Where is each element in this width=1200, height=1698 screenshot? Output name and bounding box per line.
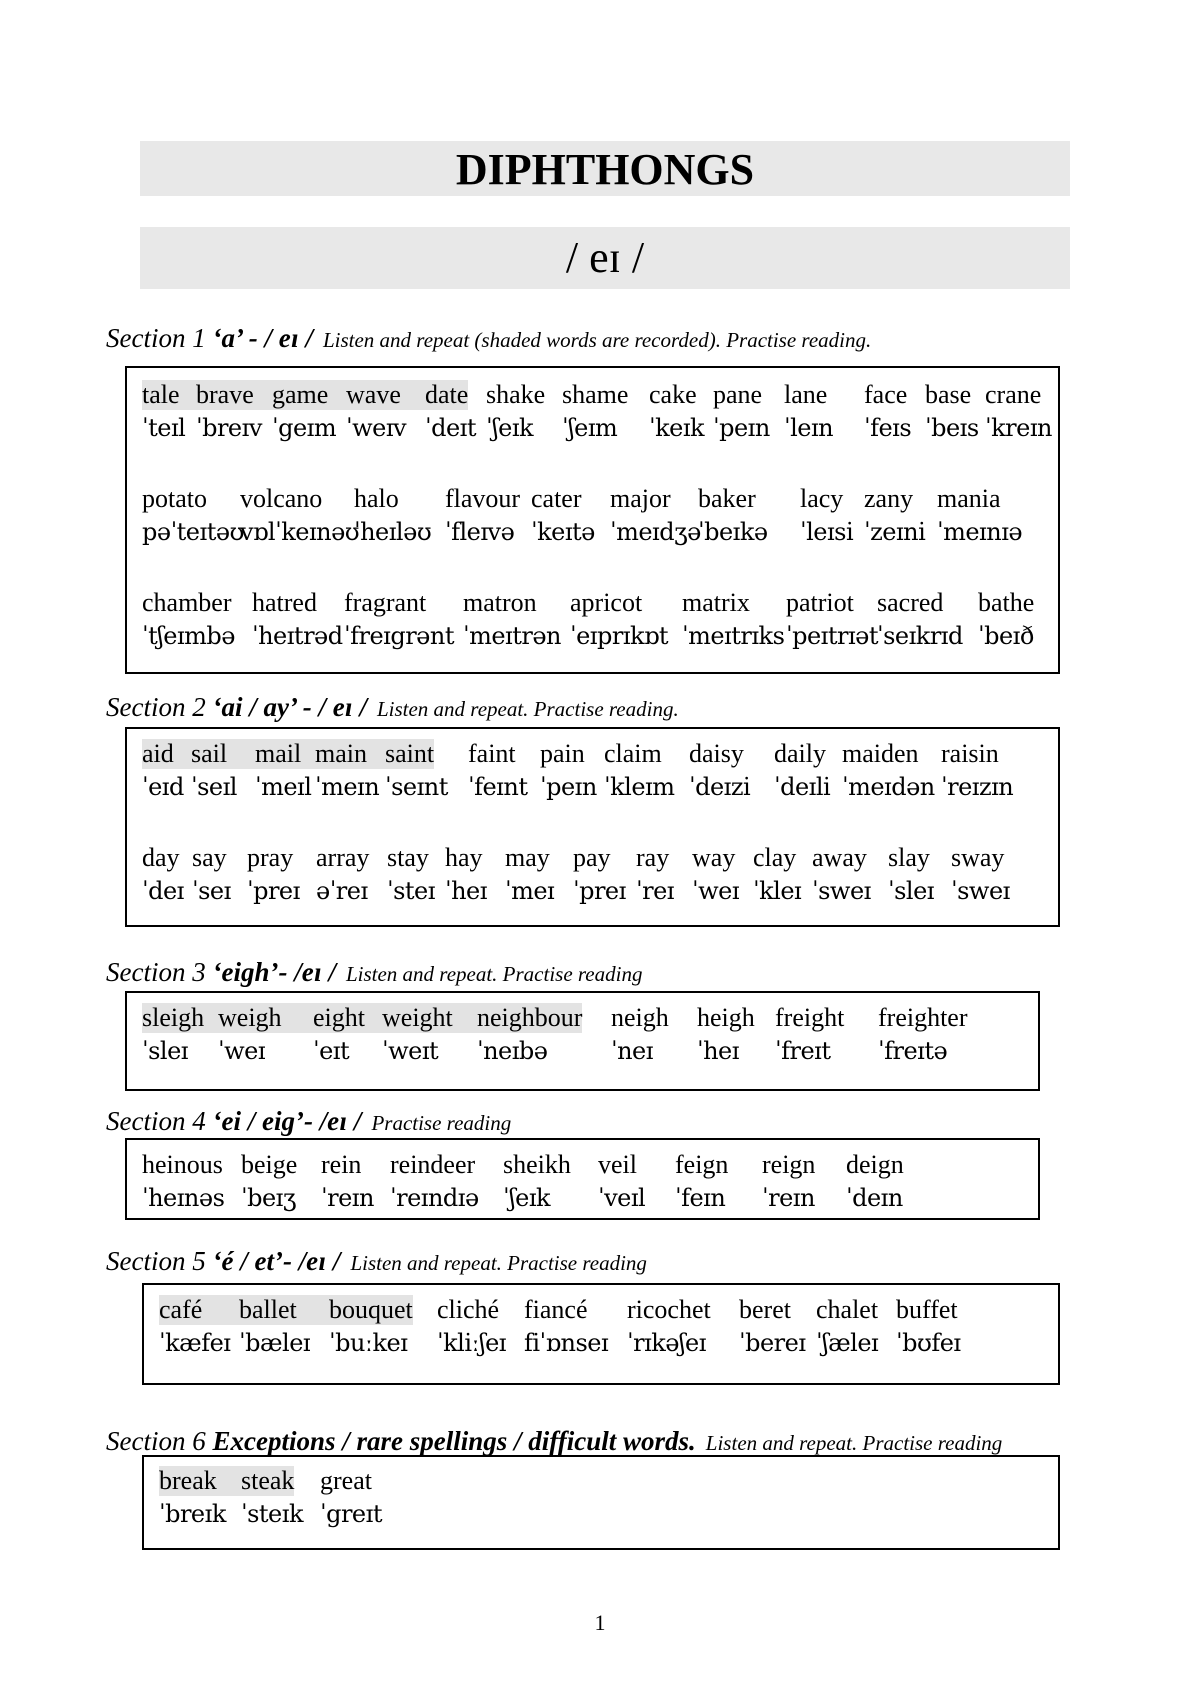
ipa-transcription: ˈfreɪgrənt bbox=[344, 622, 454, 650]
word: daisy bbox=[689, 739, 744, 768]
word: chalet bbox=[816, 1295, 879, 1324]
ipa-transcription: ˈmeɪl bbox=[255, 773, 312, 801]
word: heigh bbox=[697, 1003, 755, 1032]
word: hay bbox=[445, 843, 483, 872]
ipa-transcription: ˈsweɪ bbox=[812, 877, 871, 905]
word: beige bbox=[241, 1150, 298, 1179]
word: patriot bbox=[786, 588, 854, 617]
ipa-transcription: ˈmeɪtrɪks bbox=[682, 622, 785, 650]
ipa-transcription: ˈpeɪn bbox=[713, 414, 770, 442]
recorded-word: wave bbox=[346, 380, 401, 409]
word: bathe bbox=[978, 588, 1035, 617]
word: shame bbox=[562, 380, 629, 409]
section-instruction: Listen and repeat. Practise reading bbox=[705, 1431, 1003, 1455]
word: buffet bbox=[896, 1295, 958, 1324]
ipa-transcription: ˈfreɪt bbox=[775, 1037, 831, 1065]
word: claim bbox=[604, 739, 662, 768]
word: deign bbox=[846, 1150, 904, 1179]
section-number: Section 3 bbox=[106, 957, 206, 987]
page-title: DIPHTHONGS bbox=[140, 141, 1070, 196]
recorded-word: sleigh bbox=[142, 1003, 205, 1032]
recorded-word: game bbox=[272, 380, 329, 409]
word: clay bbox=[753, 843, 797, 872]
word: crane bbox=[985, 380, 1042, 409]
ipa-transcription: ˈeɪt bbox=[313, 1037, 350, 1065]
recorded-word: neighbour bbox=[477, 1003, 583, 1032]
ipa-transcription: ˈfeɪs bbox=[864, 414, 912, 442]
word: heinous bbox=[142, 1150, 223, 1179]
ipa-transcription: ˈweɪ bbox=[218, 1037, 266, 1065]
word: slay bbox=[888, 843, 930, 872]
recorded-word: weight bbox=[382, 1003, 453, 1032]
ipa-transcription: ˈdeɪ bbox=[142, 877, 184, 905]
section-instruction: Listen and repeat. Practise reading bbox=[350, 1251, 647, 1275]
ipa-transcription: ˈheɪtrəd bbox=[252, 622, 343, 650]
section-number: Section 6 bbox=[106, 1426, 206, 1456]
ipa-transcription: ˈgreɪt bbox=[320, 1500, 382, 1528]
section-spelling: ‘eigh’- /eɪ / bbox=[212, 957, 336, 987]
word: chamber bbox=[142, 588, 232, 617]
ipa-transcription: ˈeɪprɪkɒt bbox=[570, 622, 669, 650]
section-heading bbox=[106, 1106, 511, 1138]
section-heading bbox=[106, 323, 871, 355]
ipa-transcription: ˈzeɪni bbox=[864, 518, 926, 546]
word: potato bbox=[142, 484, 207, 513]
recorded-word: aid bbox=[142, 739, 174, 768]
word: neigh bbox=[611, 1003, 669, 1032]
ipa-transcription: ˈpreɪ bbox=[573, 877, 626, 905]
ipa-transcription: ˈseɪkrɪd bbox=[877, 622, 963, 650]
ipa-transcription: ˈfreɪtə bbox=[878, 1037, 948, 1065]
ipa-transcription: ˈweɪv bbox=[346, 414, 407, 442]
recorded-word: café bbox=[159, 1295, 203, 1324]
word: volcano bbox=[240, 484, 323, 513]
word: pray bbox=[247, 843, 294, 872]
section-spelling: ‘ai / ay’ - / eɪ / bbox=[212, 692, 367, 722]
word: veil bbox=[598, 1150, 637, 1179]
word: away bbox=[812, 843, 867, 872]
word: fragrant bbox=[344, 588, 427, 617]
section-number: Section 4 bbox=[106, 1106, 206, 1136]
ipa-transcription: ˈkreɪn bbox=[985, 414, 1052, 442]
ipa-transcription: ˈbeɪð bbox=[978, 622, 1034, 650]
section-heading bbox=[106, 1426, 1002, 1458]
word: say bbox=[192, 843, 227, 872]
ipa-transcription: ˈmeɪ bbox=[505, 877, 555, 905]
ipa-transcription: ˈkeɪtə bbox=[531, 518, 595, 546]
word: ricochet bbox=[627, 1295, 711, 1324]
ipa-transcription: ˈbuːkeɪ bbox=[329, 1329, 408, 1357]
recorded-word: brave bbox=[196, 380, 254, 409]
section-spelling: Exceptions / rare spellings / difficult words. bbox=[212, 1426, 696, 1456]
word: daily bbox=[774, 739, 826, 768]
ipa-transcription: ˈneɪ bbox=[611, 1037, 653, 1065]
word: face bbox=[864, 380, 908, 409]
ipa-transcription: ˈbereɪ bbox=[739, 1329, 806, 1357]
ipa-transcription: ˈleɪn bbox=[784, 414, 834, 442]
section-instruction: Listen and repeat. Practise reading. bbox=[376, 697, 679, 721]
ipa-transcription: ˈʃæleɪ bbox=[816, 1329, 879, 1357]
recorded-word: steak bbox=[241, 1466, 295, 1495]
ipa-transcription: ˈʃeɪm bbox=[562, 414, 618, 442]
recorded-word: break bbox=[159, 1466, 217, 1495]
word: raisin bbox=[941, 739, 999, 768]
ipa-transcription: ˈdeɪzi bbox=[689, 773, 751, 801]
ipa-transcription: ˈpeɪtrɪət bbox=[786, 622, 878, 650]
word: matrix bbox=[682, 588, 750, 617]
section-heading bbox=[106, 692, 679, 724]
ipa-transcription: ˈsleɪ bbox=[142, 1037, 188, 1065]
word: sacred bbox=[877, 588, 944, 617]
word: faint bbox=[468, 739, 516, 768]
ipa-transcription: ˈbreɪv bbox=[196, 414, 262, 442]
word: array bbox=[316, 843, 370, 872]
word: zany bbox=[864, 484, 914, 513]
word: rein bbox=[321, 1150, 362, 1179]
ipa-transcription: ˈkleɪm bbox=[604, 773, 675, 801]
ipa-transcription: ˈdeɪt bbox=[425, 414, 476, 442]
word: beret bbox=[739, 1295, 791, 1324]
ipa-transcription: ˈseɪnt bbox=[385, 773, 448, 801]
ipa-transcription: ˈheɪ bbox=[697, 1037, 739, 1065]
ipa-transcription: ˈtʃeɪmbə bbox=[142, 622, 235, 650]
section-instruction: Listen and repeat. Practise reading bbox=[345, 962, 643, 986]
word: feign bbox=[675, 1150, 729, 1179]
section-heading bbox=[106, 957, 642, 989]
ipa-transcription: ˈfeɪn bbox=[675, 1184, 726, 1212]
word: may bbox=[505, 843, 550, 872]
ipa-transcription: ˈmeɪn bbox=[315, 773, 380, 801]
ipa-transcription: ˈeɪd bbox=[142, 773, 184, 801]
section-spelling: ‘a’ - / eɪ / bbox=[212, 323, 313, 353]
ipa-transcription: ˈteɪl bbox=[142, 414, 186, 442]
ipa-transcription: ˈbreɪk bbox=[159, 1500, 226, 1528]
section-instruction: Practise reading bbox=[371, 1111, 512, 1135]
word: lane bbox=[784, 380, 828, 409]
word: mania bbox=[937, 484, 1001, 513]
ipa-transcription: ˈrɪkəʃeɪ bbox=[627, 1329, 706, 1357]
word: ray bbox=[636, 843, 670, 872]
recorded-word: sail bbox=[191, 739, 228, 768]
ipa-transcription: vɒlˈkeɪnəʊ bbox=[240, 518, 360, 546]
recorded-word: tale bbox=[142, 380, 180, 409]
ipa-transcription: ˈfeɪnt bbox=[468, 773, 528, 801]
ipa-transcription: ˈheɪnəs bbox=[142, 1184, 225, 1212]
recorded-word: weigh bbox=[218, 1003, 282, 1032]
ipa-transcription: ˈbeɪʒ bbox=[241, 1184, 296, 1212]
ipa-transcription: ˈleɪsi bbox=[800, 518, 854, 546]
recorded-word: mail bbox=[255, 739, 302, 768]
word: base bbox=[925, 380, 972, 409]
ipa-transcription: pəˈteɪtəʊ bbox=[142, 518, 244, 546]
word: maiden bbox=[842, 739, 919, 768]
ipa-transcription: ˈdeɪli bbox=[774, 773, 831, 801]
word: major bbox=[610, 484, 671, 513]
recorded-word: ballet bbox=[239, 1295, 297, 1324]
ipa-transcription: ˈweɪt bbox=[382, 1037, 439, 1065]
ipa-transcription: ˈgeɪm bbox=[272, 414, 337, 442]
ipa-transcription: fiˈɒnseɪ bbox=[524, 1329, 609, 1357]
word: halo bbox=[354, 484, 399, 513]
word: cater bbox=[531, 484, 582, 513]
ipa-transcription: ˈseɪ bbox=[192, 877, 231, 905]
word: shake bbox=[486, 380, 546, 409]
word: sheikh bbox=[503, 1150, 571, 1179]
word: way bbox=[692, 843, 736, 872]
ipa-transcription: ˈʃeɪk bbox=[503, 1184, 551, 1212]
ipa-transcription: ˈbæleɪ bbox=[239, 1329, 311, 1357]
word: day bbox=[142, 843, 180, 872]
page-number: 1 bbox=[594, 1610, 606, 1635]
ipa-transcription: ˈkeɪk bbox=[649, 414, 705, 442]
word: cliché bbox=[437, 1295, 500, 1324]
word: pain bbox=[540, 739, 585, 768]
word: apricot bbox=[570, 588, 643, 617]
word: lacy bbox=[800, 484, 844, 513]
ipa-transcription: ˈkliːʃeɪ bbox=[437, 1329, 506, 1357]
recorded-word: eight bbox=[313, 1003, 365, 1032]
section-number: Section 5 bbox=[106, 1246, 206, 1276]
phoneme-heading: / eɪ / bbox=[140, 227, 1070, 289]
recorded-word: main bbox=[315, 739, 367, 768]
ipa-transcription: ˈsteɪk bbox=[241, 1500, 303, 1528]
word: freighter bbox=[878, 1003, 968, 1032]
ipa-transcription: ˈmeɪdʒə bbox=[610, 518, 701, 546]
ipa-transcription: ˈreɪ bbox=[636, 877, 674, 905]
ipa-transcription: ˈfleɪvə bbox=[445, 518, 515, 546]
ipa-transcription: ˈdeɪn bbox=[846, 1184, 903, 1212]
word: hatred bbox=[252, 588, 317, 617]
ipa-transcription: əˈreɪ bbox=[316, 877, 368, 905]
ipa-transcription: ˈmeɪdən bbox=[842, 773, 935, 801]
ipa-transcription: ˈbeɪkə bbox=[698, 518, 768, 546]
ipa-transcription: ˈneɪbə bbox=[477, 1037, 548, 1065]
ipa-transcription: ˈʃeɪk bbox=[486, 414, 534, 442]
word: sway bbox=[951, 843, 1005, 872]
ipa-transcription: ˈsteɪ bbox=[387, 877, 435, 905]
ipa-transcription: ˈveɪl bbox=[598, 1184, 646, 1212]
recorded-word: bouquet bbox=[329, 1295, 413, 1324]
word: matron bbox=[463, 588, 537, 617]
section-number: Section 2 bbox=[106, 692, 206, 722]
section-number: Section 1 bbox=[106, 323, 206, 353]
ipa-transcription: ˈmeɪnɪə bbox=[937, 518, 1023, 546]
ipa-transcription: ˈheɪləʊ bbox=[354, 518, 432, 546]
ipa-transcription: ˈweɪ bbox=[692, 877, 740, 905]
recorded-word: saint bbox=[385, 739, 435, 768]
word: fiancé bbox=[524, 1295, 588, 1324]
section-heading bbox=[106, 1246, 647, 1278]
ipa-transcription: ˈreɪn bbox=[762, 1184, 815, 1212]
word: flavour bbox=[445, 484, 521, 513]
word: pane bbox=[713, 380, 763, 409]
ipa-transcription: ˈkæfeɪ bbox=[159, 1329, 231, 1357]
word: freight bbox=[775, 1003, 845, 1032]
ipa-transcription: ˈreɪn bbox=[321, 1184, 374, 1212]
ipa-transcription: ˈsleɪ bbox=[888, 877, 934, 905]
section-spelling: ‘é / et’- /eɪ / bbox=[212, 1246, 341, 1276]
ipa-transcription: ˈheɪ bbox=[445, 877, 487, 905]
recorded-word: date bbox=[425, 380, 469, 409]
ipa-transcription: ˈreɪzɪn bbox=[941, 773, 1014, 801]
ipa-transcription: ˈbʊfeɪ bbox=[896, 1329, 961, 1357]
word: cake bbox=[649, 380, 697, 409]
section-instruction: Listen and repeat (shaded words are recorded). Practise reading. bbox=[322, 328, 872, 352]
word: reindeer bbox=[390, 1150, 476, 1179]
section-spelling: ‘ei / eig’- /eɪ / bbox=[212, 1106, 362, 1136]
ipa-transcription: ˈpeɪn bbox=[540, 773, 597, 801]
word: great bbox=[320, 1466, 372, 1495]
word: baker bbox=[698, 484, 756, 513]
word: stay bbox=[387, 843, 429, 872]
ipa-transcription: ˈmeɪtrən bbox=[463, 622, 562, 650]
ipa-transcription: ˈsweɪ bbox=[951, 877, 1010, 905]
word: pay bbox=[573, 843, 611, 872]
ipa-transcription: ˈpreɪ bbox=[247, 877, 300, 905]
ipa-transcription: ˈkleɪ bbox=[753, 877, 802, 905]
ipa-transcription: ˈseɪl bbox=[191, 773, 237, 801]
ipa-transcription: ˈreɪndɪə bbox=[390, 1184, 479, 1212]
word: reign bbox=[762, 1150, 816, 1179]
ipa-transcription: ˈbeɪs bbox=[925, 414, 979, 442]
